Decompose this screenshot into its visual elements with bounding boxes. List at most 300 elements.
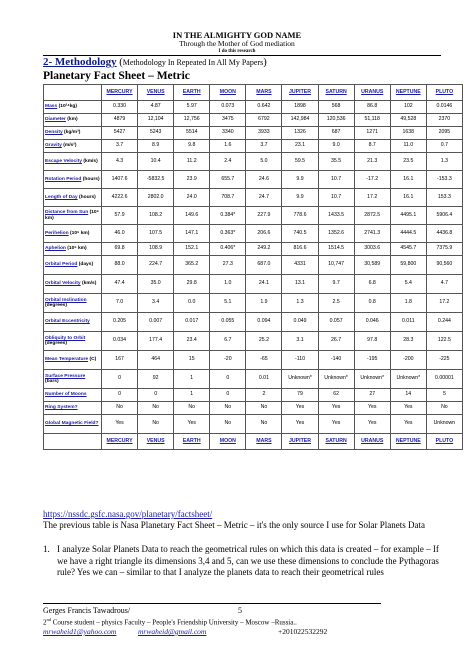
row-label-name: Density <box>45 130 63 136</box>
row-label-name: Orbital Period <box>45 262 78 268</box>
table-row <box>44 332 463 351</box>
table-cell: 13.1 <box>282 275 318 294</box>
table-cell: 2.5 <box>318 294 354 313</box>
table-cell: 142,984 <box>282 114 318 127</box>
row-label-unit: (hours) <box>82 176 100 182</box>
table-row <box>44 225 463 243</box>
table-cell: 1 <box>174 370 210 389</box>
table-row <box>44 294 463 313</box>
row-label-unit: (bars) <box>45 379 59 384</box>
table-cell: 59.5 <box>282 153 318 171</box>
table-cell: -225 <box>426 351 462 370</box>
table-cell: Yes <box>174 415 210 434</box>
table-cell: 24.7 <box>246 189 282 207</box>
table-cell: 2.4 <box>210 153 246 171</box>
table-cell: 57.9 <box>102 207 138 225</box>
planet-header-neptune: NEPTUNE <box>390 434 426 450</box>
table-cell: Unknown* <box>282 370 318 389</box>
row-label-unit: (kg/m³) <box>64 130 81 136</box>
table-cell: 27.3 <box>210 256 246 275</box>
table-cell: Yes <box>390 415 426 434</box>
table-cell: No <box>246 415 282 434</box>
row-label-name: Distance from Sun <box>45 210 89 216</box>
table-cell: 2 <box>246 389 282 402</box>
table-cell: No <box>174 402 210 415</box>
table-cell: 177.4 <box>138 332 174 351</box>
table-row <box>44 370 463 389</box>
table-cell: 7.0 <box>102 294 138 313</box>
planet-header-mars: MARS <box>246 85 282 101</box>
table-cell: Yes <box>354 415 390 434</box>
table-cell: 16.1 <box>390 189 426 207</box>
table-cell: 24.1 <box>246 275 282 294</box>
planet-header-neptune: NEPTUNE <box>390 85 426 101</box>
table-row <box>44 313 463 332</box>
table-cell: 0.046 <box>354 313 390 332</box>
table-cell: 0.8 <box>354 294 390 313</box>
table-cell: 107.5 <box>138 225 174 243</box>
table-cell: 23.5 <box>390 153 426 171</box>
row-label <box>44 153 102 171</box>
table-cell: Unknown <box>426 415 462 434</box>
table-cell: 0.017 <box>174 313 210 332</box>
table-cell: 6792 <box>246 114 282 127</box>
table-cell: 12,756 <box>174 114 210 127</box>
table-cell: 0.034 <box>102 332 138 351</box>
table-cell: 0.205 <box>102 313 138 332</box>
page-number: 5 <box>238 606 242 615</box>
table-cell: 152.1 <box>174 243 210 256</box>
table-cell: 4545.7 <box>390 243 426 256</box>
table-cell: 122.5 <box>426 332 462 351</box>
table-cell: 6.8 <box>354 275 390 294</box>
table-cell: 23.9 <box>174 171 210 189</box>
table-cell: No <box>138 415 174 434</box>
row-label-name: Global Magnetic Field? <box>45 421 99 427</box>
table-cell: 23.1 <box>282 140 318 153</box>
table-cell: 0.0 <box>174 294 210 313</box>
table-cell: 1352.6 <box>318 225 354 243</box>
table-cell: 1.6 <box>210 140 246 153</box>
row-label-unit: (days) <box>78 262 94 268</box>
row-label-unit: (degrees) <box>45 303 68 308</box>
table-cell: 2872.5 <box>354 207 390 225</box>
table-cell: 5427 <box>102 127 138 140</box>
table-cell: Unknown* <box>354 370 390 389</box>
table-cell: 10.7 <box>318 171 354 189</box>
table-cell: 35.5 <box>318 153 354 171</box>
table-cell: Unknown* <box>318 370 354 389</box>
planet-header-saturn: SATURN <box>318 85 354 101</box>
header-line-1: IN THE ALMIGHTY GOD NAME <box>172 30 302 40</box>
row-label-name: Number of Moons <box>45 392 87 398</box>
table-row <box>44 101 463 114</box>
table-cell: No <box>102 402 138 415</box>
table-cell: 3.7 <box>246 140 282 153</box>
table-cell: -65 <box>246 351 282 370</box>
table-cell: 1898 <box>282 101 318 114</box>
table-cell: Yes <box>282 402 318 415</box>
section-heading <box>43 56 267 68</box>
table-cell: 0.007 <box>138 313 174 332</box>
footer-line-3 <box>43 627 328 636</box>
table-cell: 59,800 <box>390 256 426 275</box>
table-cell: Yes <box>282 415 318 434</box>
planet-header-venus: VENUS <box>138 434 174 450</box>
row-label-name: Perihelion <box>45 230 69 236</box>
table-cell: 0.406* <box>210 243 246 256</box>
planet-header-uranus: URANUS <box>354 434 390 450</box>
list-item <box>43 544 443 579</box>
row-label-name: Mean Temperature <box>45 357 89 363</box>
table-cell: 9.8 <box>174 140 210 153</box>
table-cell: 0.7 <box>426 140 462 153</box>
row-label-name: Orbital Velocity <box>45 281 81 287</box>
table-cell: 47.4 <box>102 275 138 294</box>
table-cell: 153.3 <box>426 189 462 207</box>
footer-rule <box>43 603 381 604</box>
table-cell: 1638 <box>390 127 426 140</box>
table-cell: 8.7 <box>354 140 390 153</box>
table-row <box>44 127 463 140</box>
list-item-text: I analyze Solar Planets Data to reach the geometrical rules on which this data is created – for example – If we have a right triangle its dimensions 3,4 and 5, can we use these dimensions to conclude the Pythagoras rule? Yes we can – similar to that I analyze the planets data to reach their geometrical rules <box>57 544 439 577</box>
table-cell: 0.094 <box>246 313 282 332</box>
list-number: 1. <box>43 544 50 554</box>
table-cell: 0 <box>102 389 138 402</box>
table-row <box>44 351 463 370</box>
table-cell: 708.7 <box>210 189 246 207</box>
row-label-name: Escape Velocity <box>45 158 82 164</box>
row-label-unit: (m/s²) <box>63 143 77 149</box>
table-cell: 464 <box>138 351 174 370</box>
row-label-unit: (10⁶ km) <box>45 210 99 221</box>
table-cell: No <box>246 402 282 415</box>
table-cell: 7375.9 <box>426 243 462 256</box>
planet-header-earth: EARTH <box>174 434 210 450</box>
table-cell: 69.8 <box>102 243 138 256</box>
table-cell: Yes <box>318 402 354 415</box>
table-cell: 1.3 <box>426 153 462 171</box>
table-cell: 1 <box>174 389 210 402</box>
table-cell: -5832.5 <box>138 171 174 189</box>
row-label-name: Surface Pressure <box>45 373 86 379</box>
table-cell: 687.0 <box>246 256 282 275</box>
table-cell: 108.2 <box>138 207 174 225</box>
table-cell: -110 <box>282 351 318 370</box>
planet-header-mars: MARS <box>246 434 282 450</box>
table-cell: 97.8 <box>354 332 390 351</box>
table-cell: 9.0 <box>318 140 354 153</box>
row-label-unit: (km/s) <box>81 281 97 287</box>
table-cell: 0 <box>102 370 138 389</box>
table-cell: No <box>426 402 462 415</box>
table-cell: 4.7 <box>426 275 462 294</box>
planet-header-earth: EARTH <box>174 85 210 101</box>
row-label-name: Mass <box>45 104 58 110</box>
table-cell: 3933 <box>246 127 282 140</box>
table-cell: 49,528 <box>390 114 426 127</box>
table-cell: 5.1 <box>210 294 246 313</box>
table-cell: 11.2 <box>174 153 210 171</box>
table-cell: 0.055 <box>210 313 246 332</box>
table-cell: 23.4 <box>174 332 210 351</box>
table-cell: 167 <box>102 351 138 370</box>
table-cell: 1.9 <box>246 294 282 313</box>
table-cell: 816.6 <box>282 243 318 256</box>
table-cell: 2741.3 <box>354 225 390 243</box>
table-cell: 4444.5 <box>390 225 426 243</box>
table-cell: 108.9 <box>138 243 174 256</box>
table-cell: 12,104 <box>138 114 174 127</box>
table-cell: 740.5 <box>282 225 318 243</box>
footer-line-1 <box>43 606 242 615</box>
row-label-name: Obliquity to Orbit <box>45 335 86 341</box>
table-cell: 5906.4 <box>426 207 462 225</box>
row-label <box>44 294 102 313</box>
footer-email-1[interactable]: mrwaheid1@yahoo.com <box>43 627 117 636</box>
row-label-unit: (km/s) <box>83 158 98 164</box>
table-cell: 1.0 <box>210 275 246 294</box>
row-label-name: Length of Day <box>45 194 78 200</box>
table-cell: 24.0 <box>174 189 210 207</box>
table-cell: 4.3 <box>102 153 138 171</box>
table-cell: 51,118 <box>354 114 390 127</box>
row-label <box>44 171 102 189</box>
planet-header-pluto: PLUTO <box>426 85 462 101</box>
table-row <box>44 189 463 207</box>
table-cell: 62 <box>318 389 354 402</box>
table-cell: 10,747 <box>318 256 354 275</box>
table-cell: 3475 <box>210 114 246 127</box>
row-label-unit: (degrees) <box>45 341 68 346</box>
table-cell: 14 <box>390 389 426 402</box>
source-paragraph: The previous table is Nasa Planetary Fact Sheet – Metric – it's the only source I use for Solar Planets Data <box>43 520 426 530</box>
table-cell: 11.0 <box>390 140 426 153</box>
table-cell: 224.7 <box>138 256 174 275</box>
table-cell: -17.2 <box>354 171 390 189</box>
planet-header-moon: MOON <box>210 85 246 101</box>
row-label-name: Orbital Inclination <box>45 297 87 303</box>
row-label-unit: (km) <box>67 117 78 123</box>
table-cell: 92 <box>138 370 174 389</box>
table-cell: -20 <box>210 351 246 370</box>
row-label-unit: (10⁶ km) <box>67 246 87 252</box>
table-row <box>44 243 463 256</box>
table-cell: 8.9 <box>138 140 174 153</box>
section-title: 2- Methodology <box>43 56 117 68</box>
table-title: Planetary Fact Sheet – Metric <box>43 70 190 82</box>
footer-email-2[interactable]: mrwaheid@gmail.com <box>138 627 207 636</box>
table-cell: 2370 <box>426 114 462 127</box>
planet-header-jupiter: JUPITER <box>282 85 318 101</box>
row-label <box>44 370 102 389</box>
row-label <box>44 332 102 351</box>
table-cell: 687 <box>318 127 354 140</box>
table-row <box>44 389 463 402</box>
row-label <box>44 351 102 370</box>
row-label <box>44 127 102 140</box>
row-label-name: Gravity <box>45 143 62 149</box>
planet-header-pluto: PLUTO <box>426 434 462 450</box>
section-paren-text: Methodology In Repeated In All My Papers <box>122 58 264 67</box>
table-cell: 9.9 <box>282 171 318 189</box>
table-cell: 0.363* <box>210 225 246 243</box>
table-row <box>44 171 463 189</box>
table-row <box>44 275 463 294</box>
row-label-unit: (C) <box>89 357 97 363</box>
table-cell: 88.0 <box>102 256 138 275</box>
header-line-2: Through the Mother of God mediation <box>179 39 295 48</box>
table-cell: 3340 <box>210 127 246 140</box>
table-cell: 26.7 <box>318 332 354 351</box>
row-label <box>44 140 102 153</box>
table-cell: 21.3 <box>354 153 390 171</box>
table-cell: 17.2 <box>426 294 462 313</box>
table-cell: 30,589 <box>354 256 390 275</box>
table-cell: 249.2 <box>246 243 282 256</box>
table-cell: -153.3 <box>426 171 462 189</box>
table-cell: 86.8 <box>354 101 390 114</box>
table-cell: 3.7 <box>102 140 138 153</box>
footer-line-2 <box>43 617 297 626</box>
row-label-name: Aphelion <box>45 246 66 252</box>
table-cell: 10.4 <box>138 153 174 171</box>
footer-phone: +201022532292 <box>278 627 328 636</box>
table-cell: 1271 <box>354 127 390 140</box>
table-cell: 365.2 <box>174 256 210 275</box>
table-cell: 0.011 <box>390 313 426 332</box>
table-cell: 227.9 <box>246 207 282 225</box>
row-label <box>44 207 102 225</box>
table-cell: 1433.5 <box>318 207 354 225</box>
section-open-paren: ( <box>116 57 123 68</box>
table-cell: 102 <box>390 101 426 114</box>
table-cell: No <box>138 402 174 415</box>
table-cell: 1514.5 <box>318 243 354 256</box>
row-label-name: Rotation Period <box>45 176 82 182</box>
table-cell: 17.2 <box>354 189 390 207</box>
table-cell: Yes <box>354 402 390 415</box>
row-label <box>44 415 102 434</box>
row-label-name: Ring System? <box>45 405 78 411</box>
footer-course-sup: nd <box>46 617 51 622</box>
header-line-3: I do this research <box>218 49 256 54</box>
table-cell: 5.0 <box>246 153 282 171</box>
table-cell: 9.7 <box>318 275 354 294</box>
table-cell: 5.4 <box>390 275 426 294</box>
table-cell: 3.1 <box>282 332 318 351</box>
table-header-row <box>44 85 463 101</box>
table-cell: 568 <box>318 101 354 114</box>
table-cell: 4222.6 <box>102 189 138 207</box>
table-cell: 0.384* <box>210 207 246 225</box>
table-cell: 0.0146 <box>426 101 462 114</box>
table-cell: 15 <box>174 351 210 370</box>
table-cell: 27 <box>354 389 390 402</box>
table-cell: 147.1 <box>174 225 210 243</box>
corner-cell-bottom <box>44 434 102 450</box>
table-cell: -140 <box>318 351 354 370</box>
table-row <box>44 140 463 153</box>
table-cell: 1.8 <box>390 294 426 313</box>
table-cell: 0.049 <box>282 313 318 332</box>
table-cell: 0 <box>210 389 246 402</box>
table-cell: 0.01 <box>246 370 282 389</box>
table-cell: 1407.6 <box>102 171 138 189</box>
footer-author: Gerges Francis Tawadrous/ <box>43 606 131 615</box>
table-cell: 28.3 <box>390 332 426 351</box>
table-cell: 90,560 <box>426 256 462 275</box>
table-cell: Yes <box>390 402 426 415</box>
table-cell: 1326 <box>282 127 318 140</box>
table-cell: 778.6 <box>282 207 318 225</box>
table-cell: 0.073 <box>210 101 246 114</box>
table-row <box>44 114 463 127</box>
row-label <box>44 275 102 294</box>
table-cell: 0 <box>210 370 246 389</box>
table-cell: 10.7 <box>318 189 354 207</box>
row-label-unit: (hours) <box>78 194 96 200</box>
planet-header-jupiter: JUPITER <box>282 434 318 450</box>
footer-course: Course student – physics Faculty – People's Friendship University – Moscow –Russia.. <box>51 618 297 627</box>
table-cell: 4436.8 <box>426 225 462 243</box>
table-cell: 6.7 <box>210 332 246 351</box>
factsheet-link[interactable]: https://nssdc.gsfc.nasa.gov/planetary/factsheet/ <box>43 509 213 519</box>
table-cell: 5243 <box>138 127 174 140</box>
row-label-name: Orbital Eccentricity <box>45 319 90 325</box>
row-label-name: Diameter <box>45 117 66 123</box>
planet-header-venus: VENUS <box>138 85 174 101</box>
table-cell: 0.057 <box>318 313 354 332</box>
table-cell: 0.642 <box>246 101 282 114</box>
table-row <box>44 402 463 415</box>
row-label <box>44 243 102 256</box>
table-cell: Unknown* <box>390 370 426 389</box>
footer-course-number: 2 <box>43 618 47 627</box>
row-label <box>44 389 102 402</box>
table-cell: Yes <box>102 415 138 434</box>
table-cell: 3.4 <box>138 294 174 313</box>
table-cell: 2802.0 <box>138 189 174 207</box>
table-cell: 0.244 <box>426 313 462 332</box>
row-label <box>44 402 102 415</box>
table-cell: 206.6 <box>246 225 282 243</box>
planet-header-mercury: MERCURY <box>102 434 138 450</box>
row-label <box>44 114 102 127</box>
planetary-fact-table <box>43 84 463 450</box>
table-cell: Yes <box>318 415 354 434</box>
planet-header-mercury: MERCURY <box>102 85 138 101</box>
row-label <box>44 256 102 275</box>
table-cell: No <box>210 415 246 434</box>
table-cell: 29.8 <box>174 275 210 294</box>
table-row <box>44 256 463 275</box>
table-cell: -195 <box>354 351 390 370</box>
row-label-unit: (10⁶ km) <box>70 230 90 236</box>
table-cell: 4879 <box>102 114 138 127</box>
table-row <box>44 153 463 171</box>
table-cell: 79 <box>282 389 318 402</box>
table-cell: -200 <box>390 351 426 370</box>
table-footer-row <box>44 434 463 450</box>
corner-cell <box>44 85 102 101</box>
table-cell: 5 <box>426 389 462 402</box>
table-cell: 4495.1 <box>390 207 426 225</box>
table-cell: 24.6 <box>246 171 282 189</box>
row-label <box>44 189 102 207</box>
table-cell: 149.6 <box>174 207 210 225</box>
table-row <box>44 415 463 434</box>
